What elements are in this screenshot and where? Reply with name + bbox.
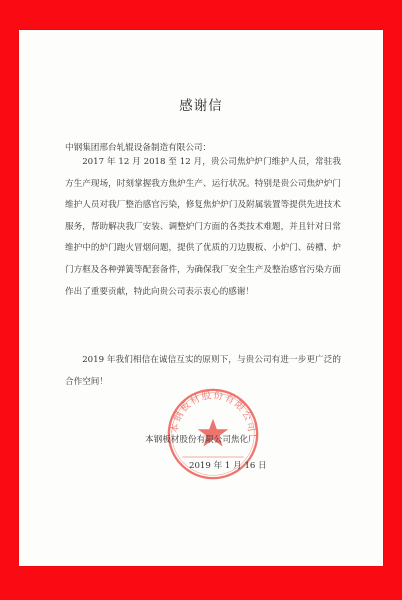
letter-paragraph-1: 2017 年 12 月 2018 至 12 月，贵公司焦炉炉门维护人员，常驻我方生产现场，时刻掌握我方焦炉生产、运行状况。特别是贵公司焦炉炉门维护人员对我厂整治感官污染，修复焦炉炉门及附属装置等提供先进技术服务，帮助解决我厂安装、调整炉门方面的各类技术难题，并且针对日常维护中的炉门跑火冒烟问题，提供了优质的刀边腹板、小炉门、砖槽、炉门方框及各种弹簧等配套备件，为确保我厂安全生产及整治感官污染方面作出了重要贡献，特此向贵公司表示衷心的感谢！: [65, 157, 341, 297]
letter-date: 2019 年 1 月 16 日: [189, 461, 267, 471]
letter-signature: 本钢板材股份有限公司焦化厂: [145, 435, 257, 445]
letter-title: 感谢信: [179, 98, 223, 114]
letter-paragraph-2: 2019 年我们相信在诚信互实的原则下，与贵公司有进一步更广泛的合作空间！: [65, 355, 341, 387]
seal-text: 本钢板材股份有限公司: [169, 390, 257, 434]
letter-salutation: 中钢集团邢台轧辊设备制造有限公司：: [65, 143, 212, 153]
letter-paper: [19, 30, 383, 566]
